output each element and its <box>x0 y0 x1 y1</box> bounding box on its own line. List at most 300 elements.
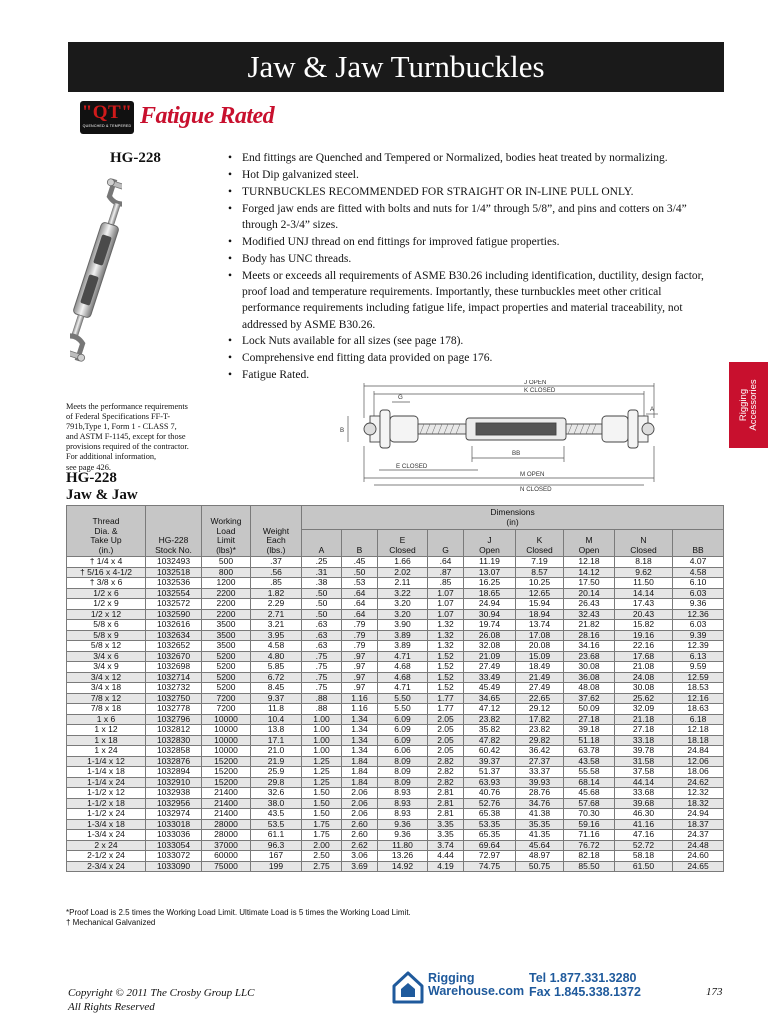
table-cell: 5/8 x 9 <box>67 630 146 641</box>
table-cell: 3500 <box>202 620 251 631</box>
copyright <box>68 986 254 1014</box>
table-cell: 1.84 <box>342 767 378 778</box>
spec-note-line: For additional information, <box>66 452 157 462</box>
table-cell: 1033054 <box>146 840 202 851</box>
table-cell: 1032554 <box>146 588 202 599</box>
label-m-open: M OPEN <box>520 471 545 478</box>
table-cell: 1032634 <box>146 630 202 641</box>
table-cell: 3.20 <box>378 599 428 610</box>
table-cell: 34.65 <box>464 693 516 704</box>
table-cell: 4.19 <box>428 861 464 872</box>
table-cell: 21.82 <box>564 620 615 631</box>
table-cell: 85.50 <box>564 861 615 872</box>
table-cell: .63 <box>302 620 342 631</box>
table-cell: 52.72 <box>615 840 673 851</box>
table-cell: 13.74 <box>516 620 564 631</box>
table-cell: 47.16 <box>615 830 673 841</box>
table-cell: 4.58 <box>251 641 302 652</box>
table-row <box>67 725 724 736</box>
feature-item: • Body has UNC threads. <box>226 251 722 267</box>
spec-note-line: and ASTM F-1145, except for those <box>66 432 186 442</box>
dimension-diagram <box>334 380 694 492</box>
table-cell: 3.20 <box>378 609 428 620</box>
table-cell: 1 x 24 <box>67 746 146 757</box>
table-cell: 2.71 <box>251 609 302 620</box>
header-line: Stock No. <box>155 544 192 555</box>
table-cell: 33.49 <box>464 672 516 683</box>
table-cell: 1032876 <box>146 756 202 767</box>
table-cell: 18.32 <box>673 798 724 809</box>
table-footnotes <box>66 908 411 928</box>
table-cell: 14.12 <box>564 567 615 578</box>
table-cell: 1/2 x 9 <box>67 599 146 610</box>
table-cell: 6.18 <box>673 714 724 725</box>
table-row <box>67 735 724 746</box>
header-line: Weight <box>262 525 290 536</box>
feature-item: • Forged jaw ends are fitted with bolts and nuts for 1/4” through 5/8”, and pins and cotters on 3/4” through 2-3/4” sizes. <box>226 201 722 234</box>
table-cell: 21.09 <box>464 651 516 662</box>
feature-item: • Meets or exceeds all requirements of ASME B30.26 including identification, ductility, design factor, proof load and temperature requirements. Importantly, these turnbuckles meet other critical performance requirements including fatigue life, impact properties and material traceability, not addressed by ASME B30.26. <box>226 268 722 333</box>
table-cell: .85 <box>428 578 464 589</box>
table-cell: 5.50 <box>378 693 428 704</box>
table-cell: 3.69 <box>342 861 378 872</box>
table-cell: 15.82 <box>615 620 673 631</box>
table-cell: 1.16 <box>342 704 378 715</box>
table-cell: 1032974 <box>146 809 202 820</box>
table-cell: 20.43 <box>615 609 673 620</box>
table-cell: 5.85 <box>251 662 302 673</box>
specification-note <box>66 402 226 473</box>
table-row <box>67 798 724 809</box>
table-row <box>67 609 724 620</box>
table-cell: 53.35 <box>464 819 516 830</box>
table-cell: .97 <box>342 683 378 694</box>
table-cell: .53 <box>342 578 378 589</box>
side-tab-line: Accessories <box>747 379 759 431</box>
table-cell: 1.52 <box>428 672 464 683</box>
table-cell: 39.93 <box>516 777 564 788</box>
table-cell: 1032732 <box>146 683 202 694</box>
table-cell: 9.39 <box>673 630 724 641</box>
fatigue-rated-logo: Fatigue Rated <box>140 103 275 129</box>
header-line: Open <box>479 544 500 555</box>
col-header-g: G <box>428 530 464 557</box>
table-cell: 1032518 <box>146 567 202 578</box>
header-line: J <box>487 535 492 546</box>
feature-item: • Lock Nuts available for all sizes (see page 178). <box>226 333 722 349</box>
table-cell: 43.58 <box>564 756 615 767</box>
table-cell: 2.82 <box>428 767 464 778</box>
table-cell: 24.37 <box>673 830 724 841</box>
table-cell: 9.36 <box>378 830 428 841</box>
table-cell: 48.08 <box>564 683 615 694</box>
table-cell: 3.06 <box>342 851 378 862</box>
table-cell: 14.92 <box>378 861 428 872</box>
table-row <box>67 746 724 757</box>
table-cell: 60.42 <box>464 746 516 757</box>
table-cell: 1032956 <box>146 798 202 809</box>
table-cell: 6.09 <box>378 714 428 725</box>
spec-note-line: Meets the performance requirements <box>66 402 188 411</box>
product-code: HG-228 <box>110 150 161 166</box>
table-cell: 1032714 <box>146 672 202 683</box>
table-cell: 18.65 <box>464 588 516 599</box>
header-line: K <box>536 535 543 546</box>
table-cell: 4.07 <box>673 557 724 568</box>
table-cell: 33.18 <box>615 735 673 746</box>
table-cell: 32.6 <box>251 788 302 799</box>
table-cell: 37000 <box>202 840 251 851</box>
table-cell: 199 <box>251 861 302 872</box>
header-line: E <box>399 535 406 546</box>
table-cell: 1-1/4 x 24 <box>67 777 146 788</box>
label-bb: BB <box>512 450 521 457</box>
table-cell: 2.82 <box>428 777 464 788</box>
table-cell: 24.94 <box>673 809 724 820</box>
header-line: HG-228 <box>158 535 189 546</box>
page-title-bar <box>68 42 724 92</box>
table-cell: 11.19 <box>464 557 516 568</box>
table-cell: 6.10 <box>673 578 724 589</box>
table-cell: 18.06 <box>673 767 724 778</box>
table-cell: 1.50 <box>302 798 342 809</box>
table-cell: 44.14 <box>615 777 673 788</box>
table-cell: 1-1/2 x 18 <box>67 798 146 809</box>
table-cell: 1.25 <box>302 777 342 788</box>
table-cell: 800 <box>202 567 251 578</box>
table-cell: 1033036 <box>146 830 202 841</box>
table-cell: 25.62 <box>615 693 673 704</box>
table-cell: 27.18 <box>615 725 673 736</box>
table-cell: 5200 <box>202 683 251 694</box>
table-cell: 33.37 <box>516 767 564 778</box>
table-cell: 21400 <box>202 809 251 820</box>
table-cell: 1.84 <box>342 777 378 788</box>
table-cell: 6.13 <box>673 651 724 662</box>
table-cell: .87 <box>428 567 464 578</box>
table-cell: 63.93 <box>464 777 516 788</box>
table-cell: 43.5 <box>251 809 302 820</box>
table-cell: .97 <box>342 662 378 673</box>
label-k-closed: K CLOSED <box>524 387 556 394</box>
table-cell: 1.32 <box>428 630 464 641</box>
table-cell: 21400 <box>202 798 251 809</box>
table-cell: 2.81 <box>428 788 464 799</box>
table-section-code: HG-228 <box>66 470 117 486</box>
qt-logo-subtext: QUENCHED & TEMPERED <box>82 124 132 128</box>
table-cell: 33.68 <box>615 788 673 799</box>
table-cell: 29.8 <box>251 777 302 788</box>
header-line: M <box>585 535 593 546</box>
col-header-e <box>378 530 428 557</box>
table-cell: 26.08 <box>464 630 516 641</box>
table-cell: 1/2 x 12 <box>67 609 146 620</box>
table-cell: 3.89 <box>378 641 428 652</box>
header-line: Each <box>266 535 286 546</box>
table-cell: 47.82 <box>464 735 516 746</box>
table-cell: 2.60 <box>342 819 378 830</box>
table-cell: 1.75 <box>302 819 342 830</box>
table-cell: 1-1/4 x 12 <box>67 756 146 767</box>
table-cell: 1.34 <box>342 714 378 725</box>
table-cell: 1.50 <box>302 809 342 820</box>
table-cell: 2.06 <box>342 798 378 809</box>
rw-brand-line: Warehouse.com <box>428 984 525 998</box>
table-cell: 32.08 <box>464 641 516 652</box>
table-cell: 1.82 <box>251 588 302 599</box>
table-cell: 57.68 <box>564 798 615 809</box>
table-row <box>67 588 724 599</box>
header-line: Closed <box>630 544 657 555</box>
table-cell: 3.89 <box>378 630 428 641</box>
table-cell: 65.38 <box>464 809 516 820</box>
table-cell: 1.16 <box>342 693 378 704</box>
table-cell: 17.82 <box>516 714 564 725</box>
table-cell: 24.60 <box>673 851 724 862</box>
table-cell: 18.49 <box>516 662 564 673</box>
table-cell: 1/2 x 6 <box>67 588 146 599</box>
table-cell: 1.07 <box>428 609 464 620</box>
table-cell: 1.25 <box>302 756 342 767</box>
table-cell: 37.62 <box>564 693 615 704</box>
table-cell: 19.74 <box>464 620 516 631</box>
rw-tel: Tel 1.877.331.3280 <box>529 971 637 985</box>
table-cell: 1032652 <box>146 641 202 652</box>
table-cell: 47.12 <box>464 704 516 715</box>
table-section-subtitle: Jaw & Jaw <box>66 487 138 503</box>
table-cell: 5200 <box>202 662 251 673</box>
rw-brand-line: Rigging <box>428 971 475 985</box>
table-cell: 7.19 <box>516 557 564 568</box>
table-cell: 12.36 <box>673 609 724 620</box>
table-cell: 25.9 <box>251 767 302 778</box>
header-line: Thread <box>92 516 120 527</box>
table-cell: 1-1/4 x 18 <box>67 767 146 778</box>
table-cell: 29.82 <box>516 735 564 746</box>
table-cell: 1033018 <box>146 819 202 830</box>
table-cell: 18.94 <box>516 609 564 620</box>
table-cell: 6.09 <box>378 725 428 736</box>
table-cell: 1032750 <box>146 693 202 704</box>
table-cell: 69.64 <box>464 840 516 851</box>
table-cell: 71.16 <box>564 830 615 841</box>
table-cell: 2.06 <box>342 788 378 799</box>
table-cell: 1.52 <box>428 651 464 662</box>
table-cell: 1.50 <box>302 788 342 799</box>
specification-table-body <box>67 557 724 872</box>
table-cell: 1032572 <box>146 599 202 610</box>
table-cell: 60000 <box>202 851 251 862</box>
feature-list <box>226 150 722 384</box>
table-cell: 1032778 <box>146 704 202 715</box>
table-cell: 61.50 <box>615 861 673 872</box>
table-cell: 2.50 <box>302 851 342 862</box>
table-cell: 10000 <box>202 746 251 757</box>
table-cell: 10.25 <box>516 578 564 589</box>
table-cell: 1032796 <box>146 714 202 725</box>
footnote: † Mechanical Galvanized <box>66 918 156 927</box>
feature-item: • End fittings are Quenched and Tempered or Normalized, bodies heat treated by normalizing. <box>226 150 722 166</box>
table-cell: 4.80 <box>251 651 302 662</box>
table-cell: .64 <box>342 609 378 620</box>
feature-item: • Modified UNJ thread on end fittings for improved fatigue properties. <box>226 234 722 250</box>
table-cell: 45.68 <box>564 788 615 799</box>
table-cell: 1032493 <box>146 557 202 568</box>
table-cell: 2.75 <box>302 861 342 872</box>
table-cell: 1032812 <box>146 725 202 736</box>
table-cell: 39.37 <box>464 756 516 767</box>
table-cell: 35.82 <box>464 725 516 736</box>
table-row <box>67 704 724 715</box>
table-cell: 63.78 <box>564 746 615 757</box>
table-cell: 37.58 <box>615 767 673 778</box>
label-j-open: J OPEN <box>524 380 547 386</box>
table-cell: 11.50 <box>615 578 673 589</box>
table-cell: 3500 <box>202 630 251 641</box>
table-cell: 21.18 <box>615 714 673 725</box>
table-cell: 9.59 <box>673 662 724 673</box>
table-cell: 8.93 <box>378 809 428 820</box>
table-cell: 45.49 <box>464 683 516 694</box>
turnbuckle-jaw-jaw-photo-icon <box>70 170 122 370</box>
table-cell: 29.12 <box>516 704 564 715</box>
table-cell: 3.95 <box>251 630 302 641</box>
label-a: A <box>650 406 655 413</box>
table-cell: 23.68 <box>564 651 615 662</box>
side-tab-line: Rigging <box>737 388 749 422</box>
table-cell: 12.32 <box>673 788 724 799</box>
table-row <box>67 767 724 778</box>
table-cell: 3/4 x 6 <box>67 651 146 662</box>
rw-brand-name <box>428 972 524 998</box>
table-cell: .37 <box>251 557 302 568</box>
table-cell: 20.14 <box>564 588 615 599</box>
table-cell: 1032830 <box>146 735 202 746</box>
copyright-line: Copyright © 2011 The Crosby Group LLC <box>68 987 255 999</box>
table-cell: 55.58 <box>564 767 615 778</box>
table-cell: 2.62 <box>342 840 378 851</box>
header-line: Take Up <box>90 535 122 546</box>
table-cell: 32.09 <box>615 704 673 715</box>
table-cell: 12.65 <box>516 588 564 599</box>
col-header-bb: BB <box>673 530 724 557</box>
table-row <box>67 620 724 631</box>
table-cell: 39.78 <box>615 746 673 757</box>
table-cell: 8.18 <box>615 557 673 568</box>
table-cell: 65.35 <box>464 830 516 841</box>
table-row <box>67 851 724 862</box>
copyright-line: All Rights Reserved <box>68 1001 155 1013</box>
table-cell: .85 <box>251 578 302 589</box>
table-cell: 58.18 <box>615 851 673 862</box>
table-cell: 8.57 <box>516 567 564 578</box>
table-cell: 27.49 <box>464 662 516 673</box>
table-cell: 16.25 <box>464 578 516 589</box>
table-cell: 23.82 <box>516 725 564 736</box>
table-cell: 6.03 <box>673 588 724 599</box>
table-cell: 17.43 <box>615 599 673 610</box>
table-cell: 28000 <box>202 819 251 830</box>
table-row <box>67 819 724 830</box>
feature-item: • Hot Dip galvanized steel. <box>226 167 722 183</box>
table-cell: 21.0 <box>251 746 302 757</box>
table-cell: 9.36 <box>378 819 428 830</box>
table-cell: 21.08 <box>615 662 673 673</box>
table-cell: 3500 <box>202 641 251 652</box>
table-cell: .75 <box>302 651 342 662</box>
table-cell: 12.39 <box>673 641 724 652</box>
specification-table <box>66 505 724 872</box>
table-cell: 7/8 x 12 <box>67 693 146 704</box>
table-row <box>67 714 724 725</box>
table-cell: 13.26 <box>378 851 428 862</box>
table-cell: 24.48 <box>673 840 724 851</box>
table-cell: 1032894 <box>146 767 202 778</box>
table-cell: 1033072 <box>146 851 202 862</box>
table-cell: 11.8 <box>251 704 302 715</box>
table-cell: 1.34 <box>342 725 378 736</box>
table-cell: 12.16 <box>673 693 724 704</box>
table-row <box>67 641 724 652</box>
table-cell: .64 <box>428 557 464 568</box>
table-cell: 6.72 <box>251 672 302 683</box>
table-cell: 2200 <box>202 588 251 599</box>
table-cell: 21.9 <box>251 756 302 767</box>
table-cell: 1.00 <box>302 714 342 725</box>
table-cell: 40.76 <box>464 788 516 799</box>
table-cell: 13.07 <box>464 567 516 578</box>
table-cell: 2200 <box>202 599 251 610</box>
table-cell: 4.58 <box>673 567 724 578</box>
table-row <box>67 683 724 694</box>
table-cell: .79 <box>342 630 378 641</box>
table-cell: 6.09 <box>378 735 428 746</box>
table-cell: 34.16 <box>564 641 615 652</box>
table-cell: .50 <box>302 609 342 620</box>
label-b: B <box>340 427 345 434</box>
table-cell: 8.09 <box>378 756 428 767</box>
table-cell: .63 <box>302 630 342 641</box>
table-cell: 20.08 <box>516 641 564 652</box>
table-cell: 76.72 <box>564 840 615 851</box>
col-header-load <box>202 506 251 557</box>
qt-logo <box>80 101 134 134</box>
table-cell: 41.35 <box>516 830 564 841</box>
table-cell: 32.43 <box>564 609 615 620</box>
table-row <box>67 693 724 704</box>
table-row <box>67 672 724 683</box>
table-cell: 17.68 <box>615 651 673 662</box>
table-cell: 2.05 <box>428 714 464 725</box>
table-cell: 4.71 <box>378 651 428 662</box>
table-cell: 35.35 <box>516 819 564 830</box>
table-cell: 5/8 x 6 <box>67 620 146 631</box>
table-cell: 15200 <box>202 777 251 788</box>
label-e-closed: E CLOSED <box>396 463 428 470</box>
table-cell: .79 <box>342 620 378 631</box>
table-cell: 1-3/4 x 18 <box>67 819 146 830</box>
table-cell: .50 <box>342 567 378 578</box>
table-cell: 2-3/4 x 24 <box>67 861 146 872</box>
qt-logo-mark: "QT" <box>81 102 133 123</box>
table-row <box>67 756 724 767</box>
table-cell: 2.05 <box>428 746 464 757</box>
rigging-warehouse-logo <box>391 967 697 1007</box>
table-cell: 50.09 <box>564 704 615 715</box>
table-cell: 9.37 <box>251 693 302 704</box>
rw-contact <box>529 972 641 999</box>
table-cell: 27.18 <box>564 714 615 725</box>
